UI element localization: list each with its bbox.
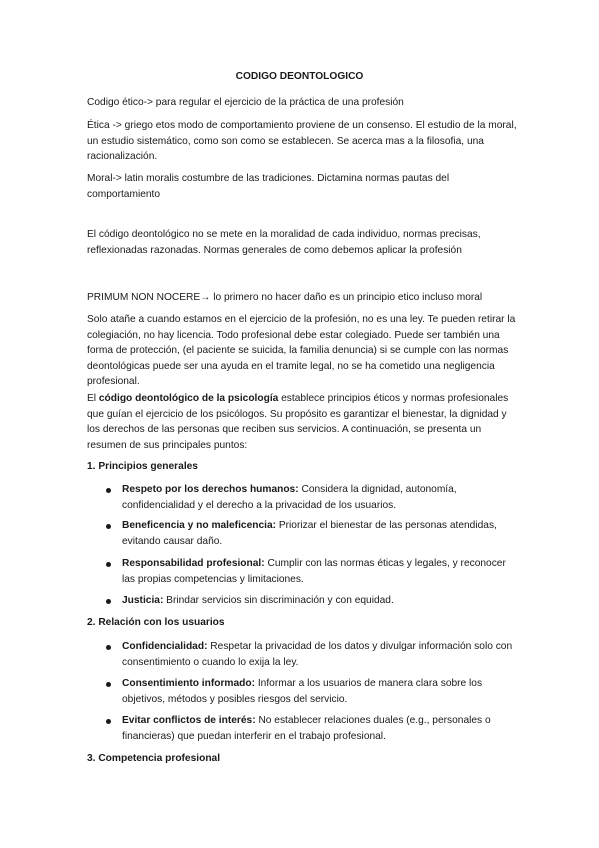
paragraph-etica: Ética -> griego etos modo de comportamiento proviene de un consenso. El estudio de la moral, un estudio sistemático, como son como se establecen. Se acerca mas a la filosofia, una racionalización. [87,120,517,162]
list-item-text: Informar a los usuarios de manera clara sobre los objetivos, métodos y posibles riesgos del servicio. [122,678,483,705]
intro-prefix: El [87,393,99,404]
list-item [122,518,517,549]
paragraph-moral: Moral-> latin moralis costumbre de las tradiciones. Dictamina normas pautas del comportamiento [87,173,450,200]
list-item-text: Brindar servicios sin discriminación y con equidad. [163,595,394,606]
list-item-term: Beneficencia y no maleficencia: [122,520,277,531]
document-title: CODIGO DEONTOLOGICO [235,71,364,82]
list-item-term: Confidencialidad: [122,641,208,652]
bullet-icon [106,719,111,724]
section-heading-3: 3. Competencia profesional [87,753,221,764]
list-item-term: Justicia: [122,595,164,606]
list-item [122,556,517,587]
paragraph-intro [87,391,517,453]
list-item-term: Responsabilidad profesional: [122,558,265,569]
bullet-icon [106,645,111,650]
paragraph-primum-non-nocere: PRIMUM NON NOCERE→ lo primero no hacer daño es un principio etico incluso moral [87,292,483,303]
list-item-text: No establecer relaciones duales (e.g., personales o financieras) que puedan interferir en el trabajo profesional. [122,715,491,742]
list-item [122,713,517,744]
bullet-icon [106,562,111,567]
section-heading-2: 2. Relación con los usuarios [87,617,225,628]
list-item [122,482,517,513]
list-item [122,639,517,670]
list-item-text: Priorizar el bienestar de las personas atendidas, evitando causar daño. [122,520,497,547]
bullet-icon [106,682,111,687]
list-item-text: Considera la dignidad, autonomía, confidencialidad y el derecho a la privacidad de los usuarios. [122,484,457,511]
list-item-term: Evitar conflictos de interés: [122,715,256,726]
intro-rest: establece principios éticos y normas profesionales que guían el ejercicio de los psicólogos. Su propósito es garantizar el bienestar, la dignidad y los derechos de las personas que reciben sus servicios. A continuación, se presenta un resumen de sus principales puntos: [87,393,509,451]
bullet-icon [106,599,111,604]
section-heading-1: 1. Principios generales [87,461,198,472]
intro-bold: código deontológico de la psicología [98,393,279,404]
list-item-term: Respeto por los derechos humanos: [122,484,299,495]
paragraph-codigo-deontologico: El código deontológico no se mete en la moralidad de cada individuo, normas precisas, reflexionadas razonadas. Normas generales de como debemos aplicar la profesión [87,229,481,256]
bullet-icon [106,488,111,493]
paragraph-codigo-etico: Codigo ético-> para regular el ejercicio de la práctica de una profesión [87,97,404,108]
list-item [122,593,517,609]
paragraph-solo-atane: Solo atañe a cuando estamos en el ejercicio de la profesión, no es una ley. Te pueden retirar la colegiación, no hay licencia. Todo profesional debe estar colegiado. Puede ser también una forma de protección, (el paciente se suicida, la familia denuncia) si se cumple con las normas deontológicas puede ser una ayuda en el tramite legal, no se ha cometido una negligencia profesional. [87,314,516,387]
list-item [122,676,517,707]
list-item-term: Consentimiento informado: [122,678,255,689]
bullet-icon [106,524,111,529]
list-item-text: Respetar la privacidad de los datos y divulgar información solo con consentimiento o cuando lo exija la ley. [122,641,513,668]
list-item-text: Cumplir con las normas éticas y legales, y reconocer las propias competencias y limitaciones. [122,558,506,585]
